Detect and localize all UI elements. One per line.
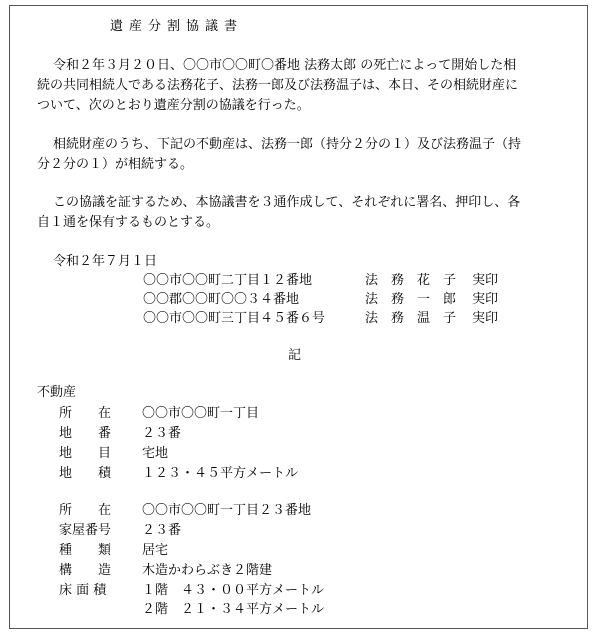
building-label: 家屋番号 — [59, 523, 112, 538]
building-value: ２階 ２１・３４平方メートル — [142, 602, 325, 617]
signatory-name: 法 務 一 郎 — [365, 292, 457, 307]
land-value: 〇〇市〇〇町一丁目 — [142, 406, 260, 421]
building-label: 床 面 積 — [59, 583, 107, 598]
signatory-address: 〇〇郡〇〇町〇〇３４番地 — [143, 292, 300, 307]
intro-line-1: 令和２年３月２０日、〇〇市〇〇町〇番地 法務太郎 の死亡によって開始した相 — [53, 58, 517, 73]
clause1-line-2: 分２分の１）が相続する。 — [37, 157, 194, 172]
building-value: １階 ４３・００平方メートル — [142, 583, 325, 598]
clause1-line-1: 相続財産のうち、下記の不動産は、法務一郎（持分２分の１）及び法務温子（持 — [53, 137, 522, 152]
land-label: 所 在 — [59, 406, 112, 421]
building-value: 居宅 — [142, 543, 169, 558]
land-value: １２３・４５平方メートル — [142, 466, 299, 481]
intro-line-2: 続の共同相続人である法務花子、法務一郎及び法務温子は、本日、その相続財産に — [37, 78, 519, 93]
signatory-name: 法 務 花 子 — [365, 273, 457, 288]
building-label: 種 類 — [59, 543, 112, 558]
clause2-line-1: この協議を証するため、本協議書を３通作成して、それぞれに署名、押印し、各 — [53, 195, 521, 210]
signatory-address: 〇〇市〇〇町三丁目４５番６号 — [143, 311, 326, 326]
land-label: 地 番 — [59, 426, 112, 441]
signatory-seal: 実印 — [472, 273, 499, 288]
property-heading: 不動産 — [37, 385, 77, 400]
signatory-name: 法 務 温 子 — [365, 311, 457, 326]
signatory-seal: 実印 — [472, 292, 499, 307]
ki-heading: 記 — [288, 348, 302, 363]
building-label: 所 在 — [59, 503, 112, 518]
building-value: ２３番 — [142, 523, 182, 538]
building-label: 構 造 — [59, 563, 112, 578]
intro-line-3: ついて、次のとおり遺産分割の協議を行った。 — [37, 98, 310, 113]
agreement-date: 令和２年７月１日 — [53, 254, 158, 269]
land-label: 地 目 — [59, 446, 112, 461]
document-title: 遺産分割協議書 — [110, 19, 244, 34]
building-value: 木造かわらぶき２階建 — [142, 563, 273, 578]
building-value: 〇〇市〇〇町一丁目２３番地 — [142, 503, 312, 518]
land-value: ２３番 — [142, 426, 182, 441]
signatory-seal: 実印 — [472, 311, 499, 326]
land-label: 地 積 — [59, 466, 112, 481]
signatory-address: 〇〇市〇〇町二丁目１２番地 — [143, 273, 313, 288]
land-value: 宅地 — [142, 446, 169, 461]
clause2-line-2: 自１通を保有するものとする。 — [37, 215, 220, 230]
